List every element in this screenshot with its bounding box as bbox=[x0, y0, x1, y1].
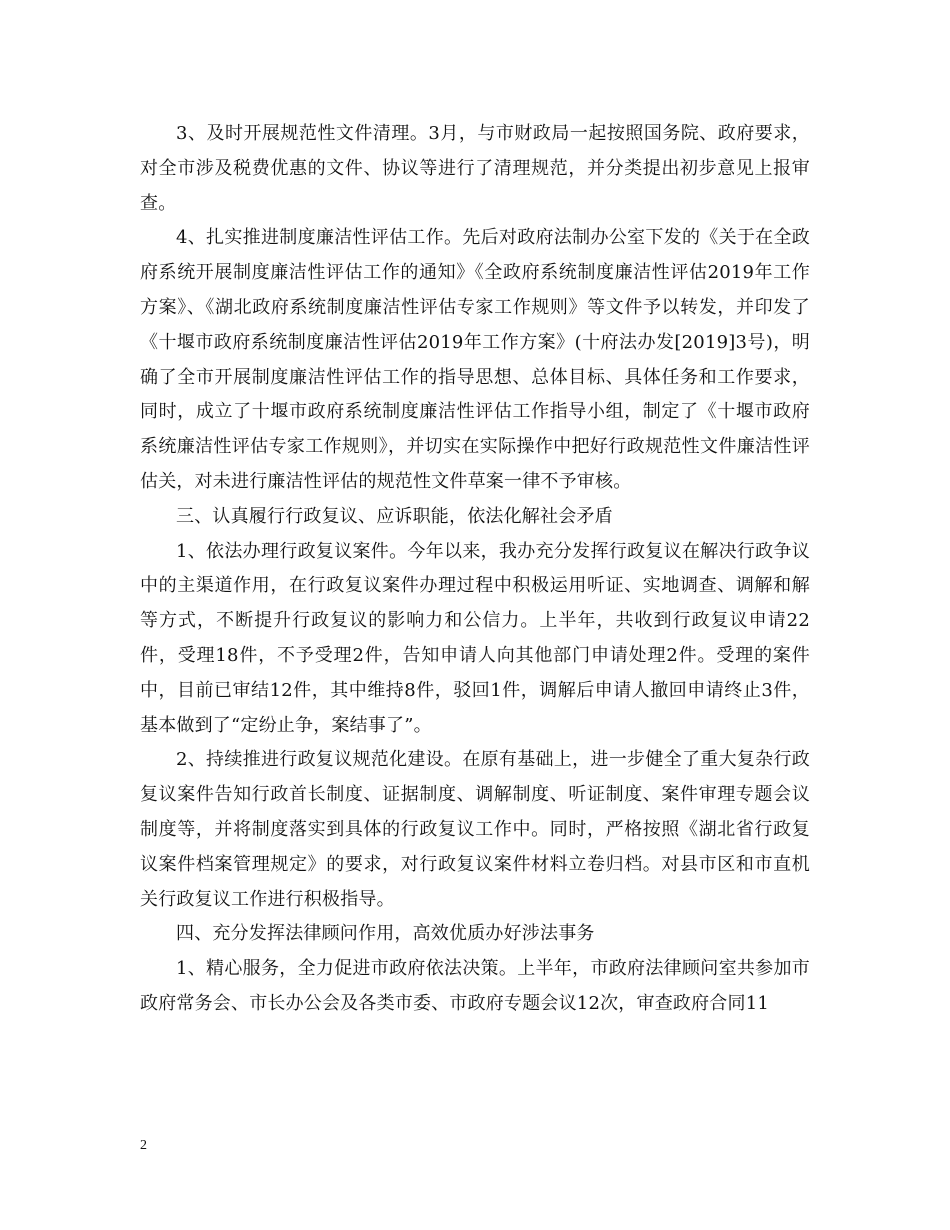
section-heading-legal-advisor: 四、充分发挥法律顾问作用，高效优质办好涉法事务 bbox=[176, 923, 595, 945]
paragraph-review-standardization: 2、持续推进行政复议规范化建设。在原有基础上，进一步健全了重大复杂行政复议案件告知行政首长制度、证据制度、调解制度、听证制度、案件审理专题会议制度等，并将制度落实到具体的行政复议工作中。同时，严格按照《湖北省行政复议案件档案管理规定》的要求，对行政复议案件材料立卷归档。对县市区和市直机关行政复议工作进行积极指导。 bbox=[140, 749, 810, 910]
paragraph-integrity-assessment: 4、扎实推进制度廉洁性评估工作。先后对政府法制办公室下发的《关于在全政府系统开展制度廉洁性评估工作的通知》《全政府系统制度廉洁性评估2019年工作方案》、《湖北政府系统制度廉洁性评估专家工作规则》等文件予以转发，并印发了《十堰市政府系统制度廉洁性评估2019年工作方案》(十府法办发[2019]3号)，明确了全市开展制度廉洁性评估工作的指导思想、总体目标、具体任务和工作要求，同时，成立了十堰市政府系统制度廉洁性评估工作指导小组，制定了《十堰市政府系统廉洁性评估专家工作规则》，并切实在实际操作中把好行政规范性文件廉洁性评估关，对未进行廉洁性评估的规范性文件草案一律不予审核。 bbox=[140, 227, 810, 492]
paragraph-legal-advisor-service: 1、精心服务，全力促进市政府依法决策。上半年，市政府法律顾问室共参加市政府常务会、市长办公会及各类市委、市政府专题会议12次，审查政府合同11 bbox=[140, 958, 810, 1014]
paragraph-review-cases: 1、依法办理行政复议案件。今年以来，我办充分发挥行政复议在解决行政争议中的主渠道作用，在行政复议案件办理过程中积极运用听证、实地调查、调解和解等方式，不断提升行政复议的影响力和公信力。上半年，共收到行政复议申请22件，受理18件，不予受理2件，告知申请人向其他部门申请处理2件。受理的案件中，目前已审结12件，其中维持8件，驳回1件，调解后申请人撤回申请终止3件，基本做到了“定纷止争，案结事了”。 bbox=[140, 540, 810, 736]
document-body bbox=[140, 117, 810, 1022]
section-heading-administrative-review: 三、认真履行行政复议、应诉职能，依法化解社会矛盾 bbox=[176, 505, 613, 527]
paragraph-normative-document-cleanup: 3、及时开展规范性文件清理。3月，与市财政局一起按照国务院、政府要求，对全市涉及税费优惠的文件、协议等进行了清理规范，并分类提出初步意见上报审查。 bbox=[140, 123, 810, 214]
page-number: 2 bbox=[140, 1138, 147, 1153]
